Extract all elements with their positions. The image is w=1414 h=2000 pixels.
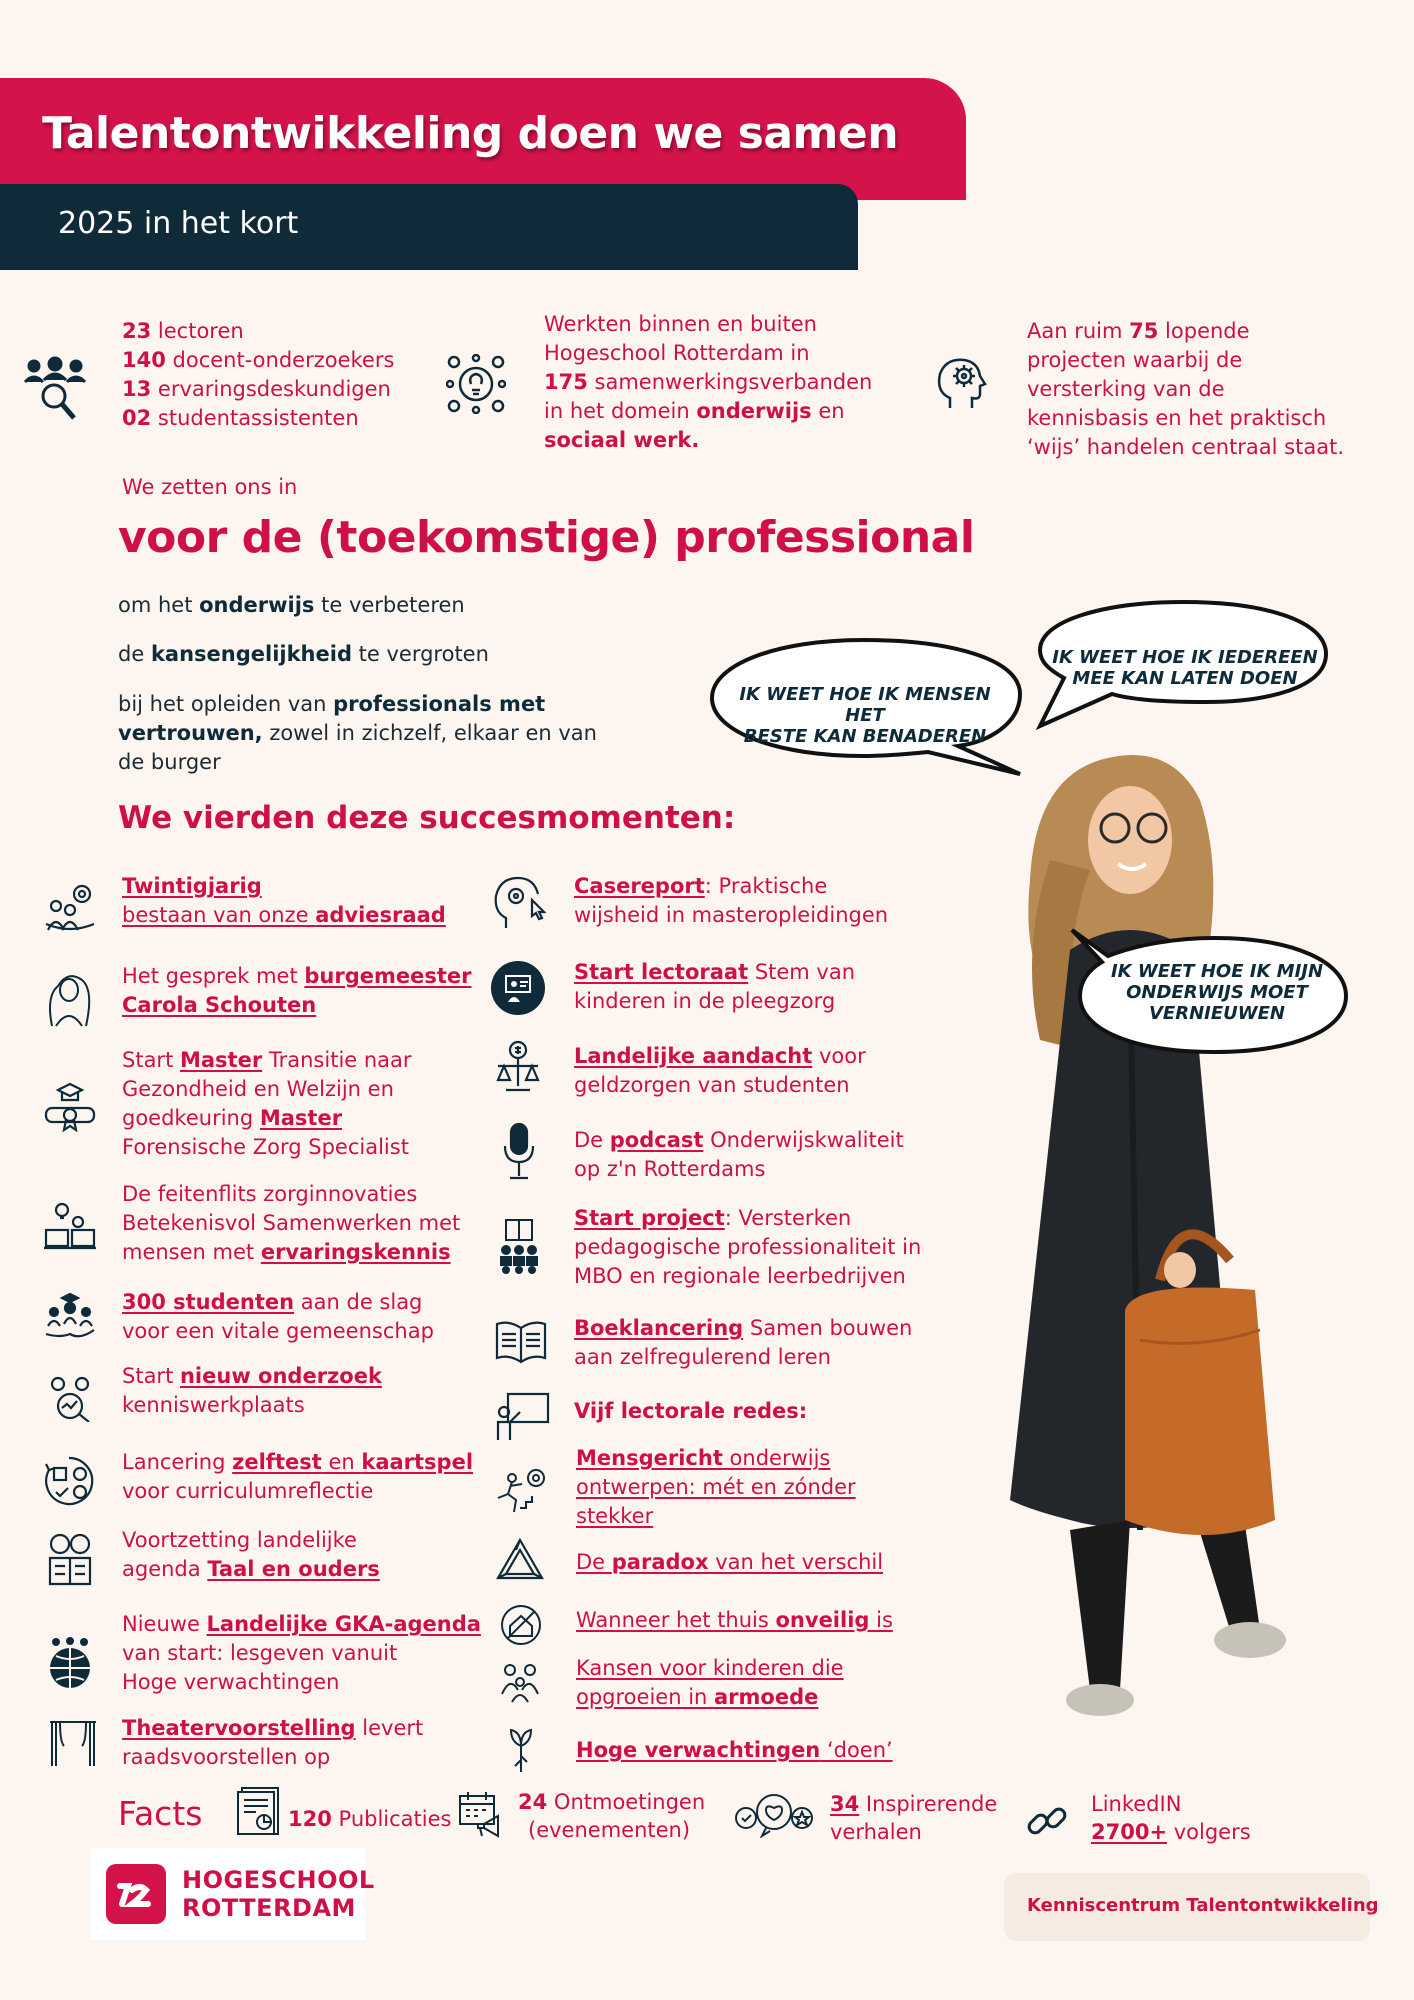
item-4-link[interactable]: ervaringskennis — [260, 1240, 451, 1264]
success-item-gka — [122, 1610, 481, 1697]
head-gear-click-icon — [492, 874, 546, 930]
success-item-geldzorgen — [574, 1042, 866, 1100]
stat-ervaring-label: ervaringsdeskundigen — [151, 377, 391, 401]
bubble-1-line-1: IK WEET HOE IK MENSEN HET — [739, 684, 991, 726]
fact-3-label: Inspirerende — [859, 1792, 998, 1816]
speech-bubble-3 — [1068, 926, 1352, 1062]
logo-line-1: HOGESCHOOL — [182, 1866, 375, 1894]
success-item-theater — [122, 1714, 423, 1772]
r-item-8-link[interactable]: Mensgericht — [576, 1446, 723, 1470]
student-photo — [890, 740, 1330, 1720]
scale-money-icon — [494, 1040, 542, 1096]
success-title: We vierden deze succesmomenten: — [118, 800, 736, 836]
success-item-project — [574, 1204, 921, 1291]
cycle-check-icon — [42, 1454, 96, 1508]
r-item-8-line-2[interactable]: ontwerpen: mét en zónder — [576, 1475, 856, 1499]
mission-point-2 — [118, 640, 489, 669]
woman-portrait-icon — [42, 968, 96, 1028]
item-3-text-2: Transitie naar — [262, 1048, 412, 1072]
graduation-diploma-icon — [42, 1082, 98, 1132]
success-item-casereport — [574, 872, 888, 930]
item-7-line-2: voor curriculumreflectie — [122, 1479, 374, 1503]
mission-p2-bold: kansengelijkheid — [150, 642, 352, 666]
item-1-link[interactable]: Twintigjarig — [122, 874, 262, 898]
item-1-text: bestaan van onze — [122, 903, 316, 927]
stat-student-label: studentassistenten — [151, 406, 359, 430]
fact-publicaties — [288, 1805, 451, 1833]
item-5-text: aan de slag — [294, 1290, 423, 1314]
item-7-link-2[interactable]: kaartspel — [361, 1450, 474, 1474]
item-8-line-1: Voortzetting landelijke — [122, 1528, 357, 1552]
success-item-taal-ouders — [122, 1526, 380, 1584]
microphone-icon — [502, 1122, 536, 1182]
calendar-megaphone-icon — [458, 1790, 508, 1840]
project-pre: Aan ruim — [1027, 319, 1130, 343]
success-item-feitenflits — [122, 1180, 460, 1267]
item-4-line-1: De feitenflits zorginnovaties — [122, 1182, 418, 1206]
collab-line-3: samenwerkingsverbanden — [587, 370, 873, 394]
fact-1-label: Publicaties — [331, 1807, 452, 1831]
mission-p1-pre: om het — [118, 593, 200, 617]
mission-p2-pre: de — [118, 642, 151, 666]
item-5-link[interactable]: 300 studenten — [122, 1290, 295, 1314]
brain-gear-icon — [930, 352, 992, 414]
stat-ervaring-num: 13 — [122, 377, 152, 401]
bubble-1-line-2: BESTE KAN BENADEREN — [743, 726, 987, 747]
fact-2-num: 24 — [518, 1790, 548, 1814]
collab-and: en — [811, 399, 845, 423]
fact-3-sub: verhalen — [830, 1820, 922, 1844]
mission-p3-end: de burger — [118, 750, 221, 774]
success-item-podcast — [574, 1126, 904, 1184]
bubble-2-line-2: MEE KAN LATEN DOEN — [1072, 668, 1298, 689]
collab-line-1: Werkten binnen en buiten — [544, 312, 817, 336]
bubble-3-line-1: IK WEET HOE IK MIJN — [1110, 961, 1324, 982]
success-item-mensgericht — [576, 1444, 856, 1531]
stat-docent-label: docent-onderzoekers — [165, 348, 395, 372]
stat-docent-num: 140 — [122, 348, 166, 372]
stat-student-num: 02 — [122, 406, 152, 430]
item-6-line-2: kenniswerkplaats — [122, 1393, 305, 1417]
item-7-text: Lancering — [122, 1450, 233, 1474]
item-9-link[interactable]: Landelijke GKA-agenda — [206, 1612, 481, 1636]
success-item-onderzoek — [122, 1362, 382, 1420]
success-item-zelftest — [122, 1448, 473, 1506]
mission-intro: We zetten ons in — [122, 475, 298, 499]
r-item-9-text-2[interactable]: van het verschil — [708, 1550, 884, 1574]
speech-bubble-2 — [1036, 598, 1330, 734]
item-1-bold[interactable]: adviesraad — [315, 903, 446, 927]
item-3-text: Start — [122, 1048, 180, 1072]
r-item-9-link[interactable]: paradox — [611, 1550, 709, 1574]
logo-line-2: ROTTERDAM — [182, 1894, 356, 1922]
item-4-line-2: Betekenisvol Samenwerken met — [122, 1211, 461, 1235]
fact-1-num: 120 — [288, 1807, 332, 1831]
facts-label: Facts — [118, 1794, 203, 1833]
r-item-10-text-2[interactable]: is — [869, 1608, 893, 1632]
collab-stats — [544, 310, 872, 455]
stat-lectoren-num: 23 — [122, 319, 152, 343]
r-item-10-text[interactable]: Wanneer het thuis — [576, 1608, 776, 1632]
r-item-4-link[interactable]: podcast — [609, 1128, 704, 1152]
success-item-burgemeester — [122, 962, 471, 1020]
family-icon — [498, 1660, 542, 1704]
network-idea-icon — [446, 354, 506, 414]
mission-p3-pre: bij het opleiden van — [118, 692, 334, 716]
r-item-3-line-2: geldzorgen van studenten — [574, 1073, 850, 1097]
project-line-5: ‘wijs’ handelen centraal staat. — [1027, 435, 1344, 459]
translate-book-icon — [46, 1532, 94, 1588]
project-stats — [1027, 317, 1344, 462]
group-gear-icon — [44, 882, 96, 934]
people-chart-icon — [44, 1374, 96, 1422]
r-item-5-link[interactable]: Start project — [574, 1206, 725, 1230]
r-item-12-link[interactable]: Hoge verwachtingen — [576, 1738, 821, 1762]
mission-p3-bold-2: vertrouwen, — [118, 721, 263, 745]
logo-mark — [106, 1864, 166, 1924]
item-3-line-4: Forensische Zorg Specialist — [122, 1135, 409, 1159]
r-item-3-link[interactable]: Landelijke aandacht — [574, 1044, 813, 1068]
mission-point-3 — [118, 690, 638, 777]
item-10-text: levert — [355, 1716, 424, 1740]
r-item-2-text: Stem van — [748, 960, 856, 984]
r-item-6-link[interactable]: Boeklancering — [574, 1316, 744, 1340]
item-2-name[interactable]: Carola Schouten — [122, 993, 317, 1017]
success-item-redes — [574, 1397, 807, 1426]
plant-sprout-icon — [508, 1726, 534, 1774]
item-5-line-2: voor een vitale gemeenschap — [122, 1319, 434, 1343]
students-hand-icon — [44, 1292, 96, 1344]
fact-ontmoetingen — [518, 1788, 705, 1844]
r-item-8-line-3[interactable]: stekker — [576, 1504, 654, 1528]
r-item-6-line-2: aan zelfregulerend leren — [574, 1345, 831, 1369]
item-7-and: en — [321, 1450, 362, 1474]
fact-4-label: LinkedIN — [1091, 1792, 1182, 1816]
item-2-text: Het gesprek met — [122, 964, 305, 988]
collab-sociaal: sociaal werk. — [544, 428, 700, 452]
item-6-text: Start — [122, 1364, 180, 1388]
success-item-lectoraat — [574, 958, 855, 1016]
r-item-6-text: Samen bouwen — [743, 1316, 913, 1340]
r-item-1-link[interactable]: Casereport — [574, 874, 705, 898]
success-item-master — [122, 1046, 412, 1162]
unsafe-home-icon — [500, 1604, 542, 1646]
hogeschool-logo — [90, 1848, 375, 1940]
fact-linkedin — [1091, 1790, 1251, 1846]
item-8-text: agenda — [122, 1557, 208, 1581]
goal-run-icon — [494, 1468, 548, 1514]
fact-3-num[interactable]: 34 — [830, 1792, 860, 1816]
project-line-4: kennisbasis en het praktisch — [1027, 406, 1327, 430]
mission-p3-bold-1: professionals met — [333, 692, 546, 716]
global-people-icon — [44, 1636, 96, 1688]
success-item-hoge-verwachtingen — [576, 1736, 893, 1765]
fact-4-sub: volgers — [1167, 1820, 1251, 1844]
item-10-line-2: raadsvoorstellen op — [122, 1745, 331, 1769]
footer-label: Kenniscentrum Talentontwikkeling — [1027, 1895, 1379, 1916]
publications-icon — [236, 1786, 282, 1836]
bubble-2-line-1: IK WEET HOE IK IEDEREEN — [1052, 647, 1318, 668]
mission-p3-post: zowel in zichzelf, elkaar en van — [262, 721, 597, 745]
page-subtitle: 2025 in het kort — [58, 206, 299, 241]
open-book-icon — [494, 1320, 548, 1364]
success-item-adviesraad — [122, 872, 446, 930]
mission-point-1 — [118, 591, 465, 620]
fact-verhalen — [830, 1790, 997, 1846]
item-3-link[interactable]: Master — [179, 1048, 263, 1072]
collab-num: 175 — [544, 370, 588, 394]
item-2-link[interactable]: burgemeester — [304, 964, 472, 988]
link-chain-icon — [1026, 1800, 1068, 1842]
r-item-11-text[interactable]: opgroeien in — [576, 1685, 715, 1709]
r-item-8-text[interactable]: onderwijs — [722, 1446, 831, 1470]
r-item-5-text: : Versterken — [724, 1206, 852, 1230]
r-item-1-text: : Praktische — [704, 874, 828, 898]
item-3-line-2: Gezondheid en Welzijn en — [122, 1077, 394, 1101]
stat-lectoren-label: lectoren — [151, 319, 244, 343]
project-num: 75 — [1129, 319, 1159, 343]
mission-p2-post: te vergroten — [351, 642, 489, 666]
r-item-3-text: voor — [812, 1044, 866, 1068]
page-title: Talentontwikkeling doen we samen — [42, 108, 899, 159]
team-book-idea-icon — [494, 1216, 544, 1276]
item-4-line-3: mensen met — [122, 1240, 261, 1264]
item-3-line-3: goedkeuring — [122, 1106, 260, 1130]
fact-4-num[interactable]: 2700+ — [1091, 1820, 1168, 1844]
project-line-3: versterking van de — [1027, 377, 1225, 401]
fact-2-label: Ontmoetingen — [547, 1790, 706, 1814]
presentation-badge-icon — [490, 960, 546, 1016]
success-item-boek — [574, 1314, 912, 1372]
item-10-link[interactable]: Theatervoorstelling — [122, 1716, 356, 1740]
r-item-11-line-1[interactable]: Kansen voor kinderen die — [576, 1656, 844, 1680]
team-search-icon — [22, 356, 88, 422]
project-line-2: projecten waarbij de — [1027, 348, 1243, 372]
item-8-link[interactable]: Taal en ouders — [207, 1557, 380, 1581]
r-item-9-text[interactable]: De — [576, 1550, 612, 1574]
r-item-5-line-3: MBO en regionale leerbedrijven — [574, 1264, 906, 1288]
r-item-1-line-2: wijsheid in masteropleidingen — [574, 903, 889, 927]
success-item-paradox — [576, 1548, 883, 1577]
project-post: lopende — [1158, 319, 1250, 343]
item-7-link-1[interactable]: zelftest — [232, 1450, 322, 1474]
r-item-2-line-2: kinderen in de pleegzorg — [574, 989, 836, 1013]
theater-curtain-icon — [48, 1718, 98, 1768]
collab-onderwijs: onderwijs — [696, 399, 812, 423]
collab-line-2: Hogeschool Rotterdam in — [544, 341, 810, 365]
mission-p1-bold: onderwijs — [199, 593, 315, 617]
lecture-board-icon — [494, 1392, 550, 1442]
item-9-text: Nieuwe — [122, 1612, 207, 1636]
penrose-triangle-icon — [496, 1538, 544, 1582]
mission-headline: voor de (toekomstige) professional — [118, 512, 975, 563]
item-9-line-2: van start: lesgeven vanuit — [122, 1641, 398, 1665]
collab-line-4: in het domein — [544, 399, 697, 423]
fact-2-sub: (evenementen) — [528, 1818, 691, 1842]
r-item-2-link[interactable]: Start lectoraat — [574, 960, 749, 984]
item-9-line-3: Hoge verwachtingen — [122, 1670, 340, 1694]
r-item-4-text: De — [574, 1128, 610, 1152]
r-item-12-text[interactable]: ‘doen’ — [820, 1738, 893, 1762]
speech-bubble-1 — [708, 636, 1028, 782]
reading-idea-icon — [42, 1200, 98, 1252]
r-item-4-text-2: Onderwijskwaliteit — [703, 1128, 904, 1152]
r-item-10-link[interactable]: onveilig — [775, 1608, 870, 1632]
r-item-5-line-2: pedagogische professionaliteit in — [574, 1235, 922, 1259]
success-item-armoede — [576, 1654, 844, 1712]
success-item-studenten — [122, 1288, 434, 1346]
item-6-link[interactable]: nieuw onderzoek — [179, 1364, 382, 1388]
r-item-7-heading: Vijf lectorale redes: — [574, 1399, 808, 1423]
r-item-4-line-2: op z'n Rotterdams — [574, 1157, 766, 1181]
success-item-onveilig — [576, 1606, 893, 1635]
item-3-link-2[interactable]: Master — [259, 1106, 343, 1130]
bubble-3-line-3: VERNIEUWEN — [1149, 1003, 1285, 1024]
bubble-3-line-2: ONDERWIJS MOET — [1126, 982, 1308, 1003]
r-item-11-link[interactable]: armoede — [714, 1685, 819, 1709]
mission-p1-post: te verbeteren — [314, 593, 465, 617]
people-stats — [122, 317, 394, 433]
heart-chat-icon — [734, 1792, 814, 1838]
